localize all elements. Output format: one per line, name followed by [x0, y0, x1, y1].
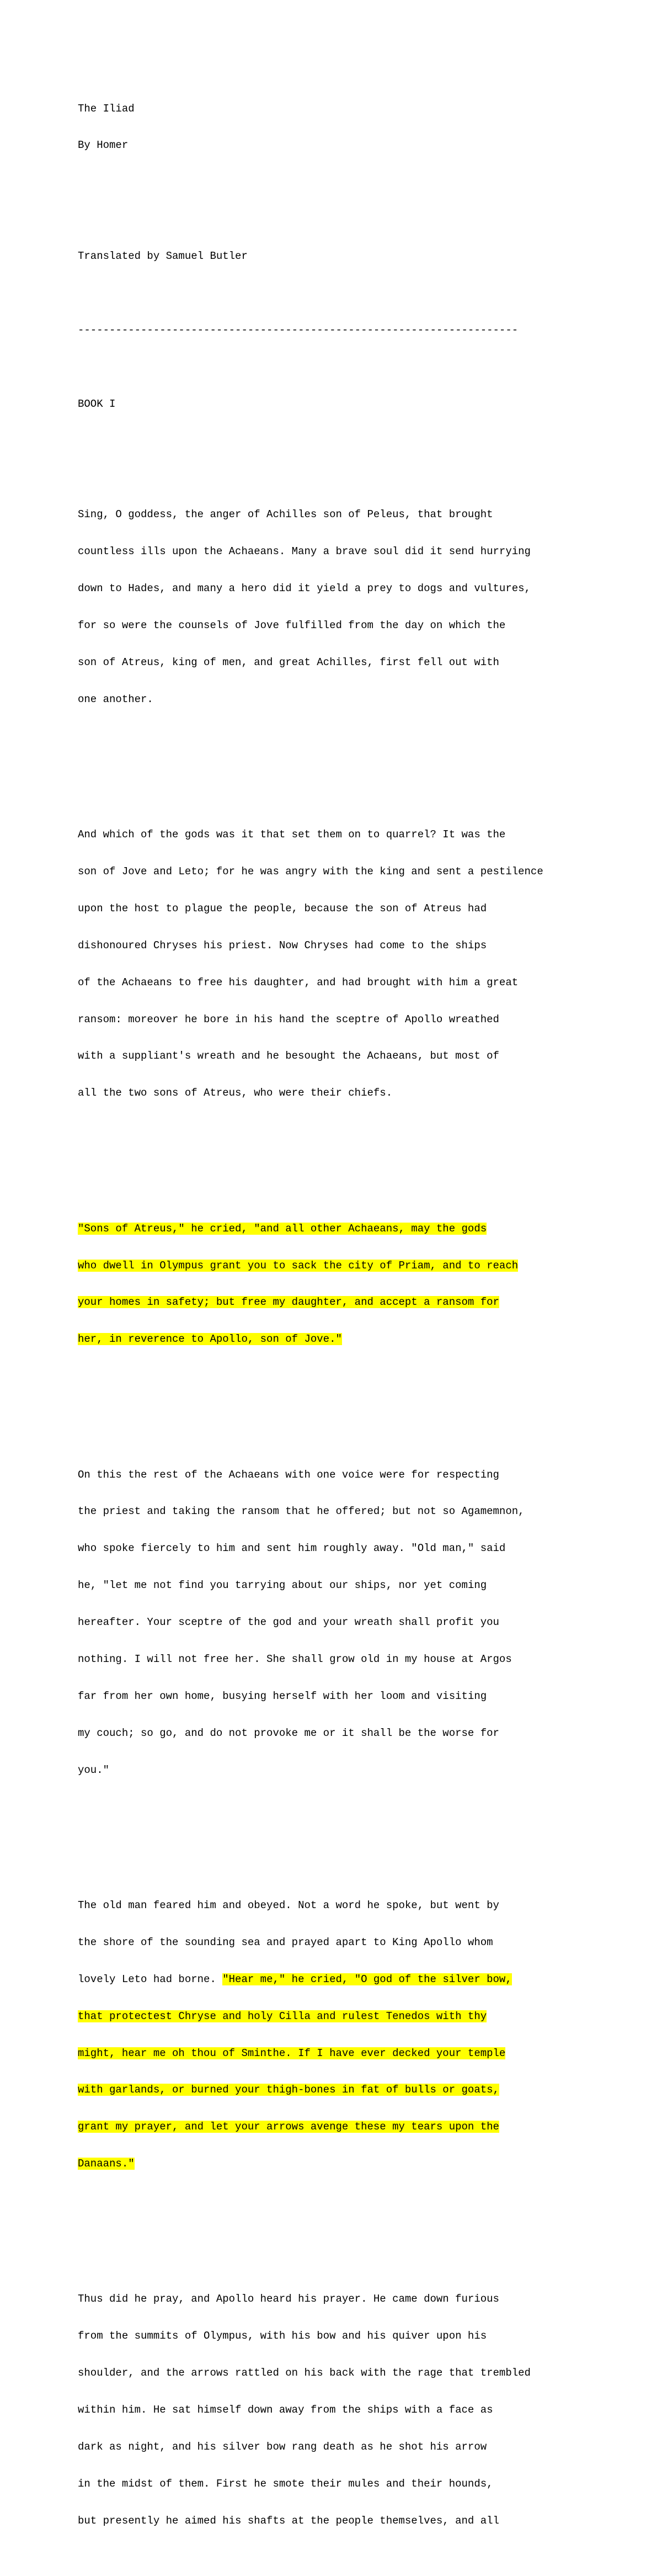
blank-line: [78, 287, 543, 299]
text-line: the priest and taking the ransom that he offered; but not so Agamemnon,: [78, 1505, 525, 1518]
text-line: hereafter. Your sceptre of the god and your wreath shall profit you: [78, 1616, 499, 1629]
plain-text: lovely Leto had borne.: [78, 1973, 223, 1985]
text-line: Thus did he pray, and Apollo heard his prayer. He came down furious: [78, 2293, 499, 2306]
highlighted-text: that protectest Chryse and holy Cilla and rulest Tenedos with thy: [78, 2010, 487, 2022]
highlighted-text: might, hear me oh thou of Sminthe. If I have ever decked your temple: [78, 2047, 506, 2059]
text-line: the shore of the sounding sea and prayed apart to King Apollo whom: [78, 1936, 493, 1948]
text-line: far from her own home, busying herself with her loom and visiting: [78, 1690, 487, 1702]
document-author: By Homer: [78, 139, 129, 152]
paragraph-5: [78, 1874, 543, 2195]
document-text: [78, 78, 543, 2576]
highlighted-text: your homes in safety; but free my daughter, and accept a ransom for: [78, 1296, 499, 1309]
highlighted-text: grant my prayer, and let your arrows avenge these my tears upon the: [78, 2121, 499, 2133]
blank-line: [78, 2219, 543, 2232]
blank-line: [78, 176, 543, 188]
blank-line: [78, 1395, 543, 1407]
text-line: he, "let me not find you tarrying about our ships, nor yet coming: [78, 1579, 487, 1592]
highlighted-text: who dwell in Olympus grant you to sack the city of Priam, and to reach: [78, 1259, 519, 1272]
blank-line: [78, 755, 543, 767]
text-line: you.": [78, 1764, 110, 1776]
highlighted-text: "Hear me," he cried, "O god of the silver bow,: [222, 1973, 512, 1985]
blank-line: [78, 435, 543, 447]
translator-credit: Translated by Samuel Butler: [78, 250, 248, 263]
text-line: within him. He sat himself down away from the ships with a face as: [78, 2404, 493, 2416]
highlighted-text: her, in reverence to Apollo, son of Jove.": [78, 1333, 342, 1346]
text-line-mixed: [78, 1973, 543, 1985]
paragraph-6: [78, 2269, 543, 2552]
text-line: all the two sons of Atreus, who were their chiefs.: [78, 1087, 393, 1100]
text-line: one another.: [78, 693, 153, 705]
text-line: from the summits of Olympus, with his bow and his quiver upon his: [78, 2330, 487, 2343]
blank-line: [78, 361, 543, 373]
text-line: ransom: moreover he bore in his hand the sceptre of Apollo wreathed: [78, 1013, 499, 1026]
text-line: The old man feared him and obeyed. Not a word he spoke, but went by: [78, 1899, 499, 1911]
text-line: upon the host to plague the people, because the son of Atreus had: [78, 902, 487, 915]
text-line: down to Hades, and many a hero did it yield a prey to dogs and vultures,: [78, 582, 531, 595]
text-line: On this the rest of the Achaeans with one voice were for respecting: [78, 1468, 499, 1481]
text-line: And which of the gods was it that set them on to quarrel? It was the: [78, 828, 506, 841]
blank-line: [78, 213, 543, 225]
document-title: The Iliad: [78, 102, 135, 115]
paragraph-4: [78, 1444, 543, 1801]
text-line: son of Jove and Leto; for he was angry with the king and sent a pestilence: [78, 865, 543, 878]
highlighted-text: with garlands, or burned your thigh-bones in fat of bulls or goats,: [78, 2084, 499, 2096]
text-line: but presently he aimed his shafts at the people themselves, and all: [78, 2514, 499, 2527]
text-line: countless ills upon the Achaeans. Many a brave soul did it send hurrying: [78, 545, 531, 558]
paragraph-2: [78, 804, 543, 1124]
text-line: with a suppliant's wreath and he besought the Achaeans, but most of: [78, 1050, 499, 1063]
text-line: in the midst of them. First he smote their mules and their hounds,: [78, 2477, 493, 2490]
text-line: dishonoured Chryses his priest. Now Chryses had come to the ships: [78, 939, 487, 952]
blank-line: [78, 1825, 543, 1837]
highlighted-text: "Sons of Atreus," he cried, "and all other Achaeans, may the gods: [78, 1222, 487, 1235]
text-line: Sing, O goddess, the anger of Achilles son of Peleus, that brought: [78, 508, 493, 521]
text-line: nothing. I will not free her. She shall grow old in my house at Argos: [78, 1653, 512, 1665]
highlighted-text: Danaans.": [78, 2158, 135, 2170]
blank-line: [78, 1149, 543, 1161]
text-line: of the Achaeans to free his daughter, and had brought with him a great: [78, 976, 519, 989]
separator-line: ----------------------------------------------------------------------: [78, 323, 519, 336]
text-line: shoulder, and the arrows rattled on his back with the rage that trembled: [78, 2367, 531, 2380]
paragraph-1: [78, 484, 543, 730]
text-line: for so were the counsels of Jove fulfilled from the day on which the: [78, 619, 506, 632]
text-line: son of Atreus, king of men, and great Achilles, first fell out with: [78, 656, 499, 668]
text-line: dark as night, and his silver bow rang death as he shot his arrow: [78, 2441, 487, 2453]
paragraph-3-highlighted: [78, 1198, 543, 1370]
book-heading: BOOK I: [78, 397, 116, 410]
text-line: who spoke fiercely to him and sent him roughly away. "Old man," said: [78, 1542, 506, 1555]
text-line: my couch; so go, and do not provoke me or it shall be the worse for: [78, 1727, 499, 1739]
